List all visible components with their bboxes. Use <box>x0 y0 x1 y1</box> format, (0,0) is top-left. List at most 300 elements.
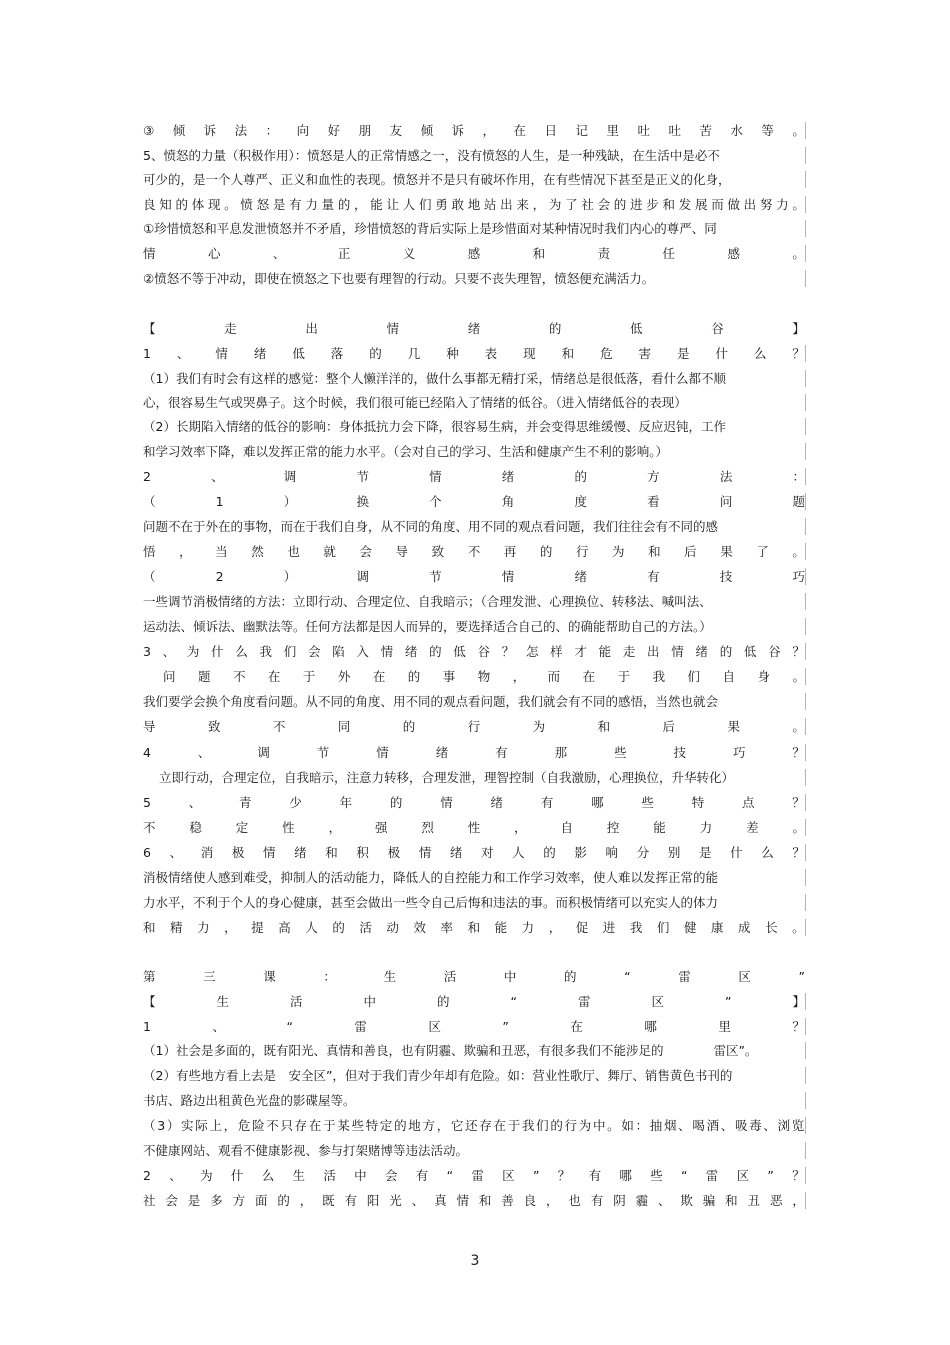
glyph: 了 <box>756 544 769 559</box>
glyph: 1 <box>215 494 224 509</box>
text-line: （1）我们有时会有这样的感觉：整个人懒洋洋的，做什么事都无精打采，情绪总是很低落，看什么都不顺 <box>143 370 806 387</box>
glyph: 行 <box>467 719 481 734</box>
glyph: 和 <box>143 920 156 935</box>
question-heading <box>143 643 806 660</box>
glyph: 哪 <box>619 1168 632 1183</box>
glyph: 情 <box>263 845 276 860</box>
glyph: 的 <box>407 669 421 684</box>
glyph: ？ <box>792 346 805 361</box>
glyph: 4 <box>143 745 151 760</box>
glyph: 后 <box>662 719 676 734</box>
text-line: 5、愤怒的力量（积极作用）：愤怒是人的正常情感之一，没有愤怒的人生，是一种残缺，在生活中是必不 <box>143 147 806 164</box>
glyph: 发 <box>678 197 692 212</box>
glyph: 谷 <box>477 644 491 659</box>
glyph: 法 <box>719 469 733 484</box>
glyph: 雷 <box>678 969 691 984</box>
glyph: “ <box>286 1019 293 1034</box>
glyph: 当 <box>215 544 228 559</box>
glyph: 那 <box>554 745 568 760</box>
glyph: 问 <box>163 669 176 684</box>
glyph: 问 <box>719 494 733 509</box>
text-line: （2）有些地方看上去是 安全区”，但对于我们青少年却有危险。如：营业性歌厅、舞厅、销售黄色书刊的 <box>143 1067 806 1084</box>
glyph: 毒 <box>749 1118 762 1133</box>
glyph: 低 <box>743 644 757 659</box>
glyph: 是 <box>677 346 690 361</box>
glyph: 再 <box>503 544 517 559</box>
glyph: ， <box>546 1193 559 1208</box>
glyph: 看 <box>647 494 660 509</box>
glyph: 恶 <box>769 1193 783 1208</box>
glyph: 抽 <box>649 1118 663 1133</box>
glyph: 它 <box>450 1118 464 1133</box>
glyph: 积 <box>356 845 369 860</box>
glyph: 区 <box>738 969 751 984</box>
glyph: 的 <box>548 321 562 336</box>
text-line <box>143 919 806 936</box>
glyph: 性 <box>467 820 481 835</box>
glyph: 于 <box>323 1118 336 1133</box>
glyph: 出 <box>305 321 318 336</box>
glyph: 会 <box>384 1168 398 1183</box>
glyph: 区 <box>502 1168 515 1183</box>
glyph: 节 <box>316 745 330 760</box>
glyph: 良 <box>523 1193 537 1208</box>
glyph: 动 <box>386 920 399 935</box>
glyph: 3 <box>143 644 151 659</box>
glyph: 方 <box>422 1118 436 1133</box>
glyph: 生 <box>383 969 397 984</box>
glyph: 丑 <box>747 1193 761 1208</box>
glyph: 体 <box>191 197 205 212</box>
glyph: 情 <box>380 644 394 659</box>
glyph: 控 <box>606 820 620 835</box>
glyph: 的 <box>429 644 442 659</box>
glyph: 绪 <box>695 644 708 659</box>
glyph: 生 <box>216 994 230 1009</box>
glyph: 事 <box>442 669 456 684</box>
glyph: 愤 <box>240 197 253 212</box>
glyph: 阴 <box>613 1193 626 1208</box>
glyph: 些 <box>351 1118 364 1133</box>
glyph: 的 <box>402 719 416 734</box>
glyph: 角 <box>501 494 515 509</box>
glyph: 感 <box>727 246 740 261</box>
glyph: ， <box>354 197 367 212</box>
glyph: 情 <box>418 845 432 860</box>
glyph: 吐 <box>637 123 650 138</box>
glyph: 敢 <box>451 197 464 212</box>
glyph: 、 <box>169 845 183 860</box>
glyph: ” <box>724 994 732 1009</box>
glyph: 外 <box>337 669 351 684</box>
glyph: 是 <box>272 197 286 212</box>
glyph: 际 <box>195 1118 208 1133</box>
glyph: 既 <box>322 1193 335 1208</box>
glyph: 能 <box>494 920 508 935</box>
glyph: 为 <box>186 644 200 659</box>
glyph: 成 <box>738 920 751 935</box>
glyph: 绪 <box>467 321 481 336</box>
glyph: 的 <box>369 346 382 361</box>
glyph: 我 <box>652 669 666 684</box>
glyph: 在 <box>267 669 281 684</box>
glyph: 在 <box>372 669 386 684</box>
glyph: 情 <box>671 644 684 659</box>
text-line <box>143 668 806 685</box>
glyph: 出 <box>647 644 660 659</box>
glyph: 有 <box>344 1193 358 1208</box>
glyph: 课 <box>263 969 276 984</box>
glyph: ” <box>502 1019 509 1034</box>
subheading <box>143 568 806 585</box>
glyph: （ <box>143 569 156 584</box>
glyph: 的 <box>389 795 403 810</box>
glyph: 我 <box>259 644 273 659</box>
glyph: 的 <box>563 969 577 984</box>
glyph: 低 <box>453 644 466 659</box>
glyph: 如 <box>621 1118 634 1133</box>
glyph: 绪 <box>574 569 587 584</box>
glyph: 绪 <box>490 795 504 810</box>
glyph: ？ <box>792 745 805 760</box>
glyph: 物 <box>477 669 491 684</box>
glyph: 行 <box>575 544 589 559</box>
glyph: 别 <box>667 845 681 860</box>
glyph: 骗 <box>702 1193 716 1208</box>
text-line <box>143 1117 806 1134</box>
glyph: 危 <box>600 346 613 361</box>
question-heading <box>143 844 806 861</box>
glyph: 致 <box>207 719 221 734</box>
glyph: 谷 <box>768 644 781 659</box>
glyph: 2 <box>143 469 151 484</box>
glyph: 人 <box>512 845 525 860</box>
glyph: 朋 <box>358 123 372 138</box>
glyph: 区 <box>736 1168 750 1183</box>
glyph: ， <box>223 1118 237 1133</box>
glyph: 存 <box>479 1118 492 1133</box>
glyph: 们 <box>656 920 670 935</box>
glyph: 绪 <box>435 745 449 760</box>
text-line: 书店、路边出租黄色光盘的影碟屋等。 <box>143 1092 806 1109</box>
glyph: 。 <box>607 1118 620 1133</box>
glyph: 良 <box>143 197 156 212</box>
glyph: 地 <box>408 1118 421 1133</box>
glyph: 3 <box>157 1118 166 1133</box>
glyph: 友 <box>389 123 403 138</box>
question-heading <box>143 744 806 761</box>
glyph: ： <box>323 969 336 984</box>
glyph: 活 <box>359 920 372 935</box>
glyph: 响 <box>605 845 619 860</box>
glyph: ： <box>635 1118 649 1133</box>
glyph: 做 <box>727 197 740 212</box>
glyph: ） <box>283 494 297 509</box>
glyph: 站 <box>483 197 497 212</box>
text-line: ①珍惜愤怒和平息发泄愤怒并不矛盾，珍惜愤怒的背后实际上是珍惜面对某种情况时我们内心的尊严、同 <box>143 220 806 237</box>
glyph: ， <box>328 820 342 835</box>
glyph: 有 <box>289 197 302 212</box>
section-heading <box>143 993 806 1010</box>
question-heading <box>143 468 806 485</box>
glyph: 陷 <box>332 644 345 659</box>
glyph: ） <box>166 1118 180 1133</box>
glyph: 题 <box>792 494 805 509</box>
glyph: 为 <box>548 197 562 212</box>
glyph: 能 <box>598 644 612 659</box>
glyph: 和 <box>648 544 661 559</box>
glyph: 极 <box>231 845 245 860</box>
glyph: ， <box>548 920 562 935</box>
glyph: 走 <box>224 321 237 336</box>
glyph: 影 <box>574 845 587 860</box>
glyph: 现 <box>207 197 221 212</box>
glyph: 也 <box>568 1193 581 1208</box>
glyph: 表 <box>484 346 498 361</box>
glyph: 题 <box>197 669 211 684</box>
glyph: 。 <box>792 246 805 261</box>
glyph: 欺 <box>680 1193 693 1208</box>
glyph: ？ <box>792 644 805 659</box>
text-line <box>143 196 806 213</box>
glyph: 实 <box>181 1118 194 1133</box>
glyph: ， <box>224 920 237 935</box>
glyph: 健 <box>683 920 697 935</box>
glyph: 点 <box>742 795 755 810</box>
glyph: 情 <box>376 745 389 760</box>
text-line <box>143 543 806 560</box>
glyph: 力 <box>197 920 210 935</box>
glyph: 现 <box>523 346 536 361</box>
glyph: 康 <box>710 920 724 935</box>
glyph: 们 <box>687 669 701 684</box>
glyph: 于 <box>617 669 631 684</box>
glyph: 么 <box>261 1168 275 1183</box>
glyph: 们 <box>536 1118 549 1133</box>
glyph: 雷 <box>354 1019 367 1034</box>
glyph: 记 <box>575 123 588 138</box>
glyph: 会 <box>165 1193 178 1208</box>
glyph: （ <box>143 1118 156 1133</box>
glyph: 的 <box>543 845 556 860</box>
glyph: 然 <box>251 544 264 559</box>
glyph: ： <box>792 469 805 484</box>
glyph: 果 <box>720 544 733 559</box>
glyph: 。 <box>792 820 805 835</box>
glyph: 雷 <box>577 994 591 1009</box>
glyph: ③ <box>143 123 155 138</box>
glyph: 巧 <box>792 569 805 584</box>
glyph: 善 <box>501 1193 514 1208</box>
glyph: 烟 <box>663 1118 677 1133</box>
glyph: 什 <box>211 644 224 659</box>
glyph: 向 <box>296 123 310 138</box>
glyph: 、 <box>197 745 211 760</box>
glyph: 什 <box>230 1168 244 1183</box>
glyph: 的 <box>437 994 450 1009</box>
glyph: ， <box>482 123 496 138</box>
glyph: 就 <box>323 544 336 559</box>
text-line: ②愤怒不等于冲动，即使在愤怒之下也要有理智的行动。只要不丧失理智，愤怒便充满活力。 <box>143 270 806 287</box>
glyph: 烈 <box>421 820 434 835</box>
glyph: 也 <box>287 544 300 559</box>
glyph: 自 <box>560 820 574 835</box>
subheading <box>143 493 806 510</box>
glyph: 不 <box>143 820 156 835</box>
glyph: 的 <box>394 1118 407 1133</box>
glyph: 不 <box>467 544 481 559</box>
glyph: ， <box>436 1118 450 1133</box>
glyph: 。 <box>792 544 805 559</box>
glyph: 落 <box>330 346 344 361</box>
glyph: ， <box>514 820 527 835</box>
glyph: “ <box>624 969 631 984</box>
glyph: 倾 <box>172 123 186 138</box>
glyph: ， <box>299 1193 313 1208</box>
glyph: 度 <box>574 494 587 509</box>
glyph: 些 <box>614 745 627 760</box>
glyph: 哪 <box>591 795 604 810</box>
glyph: 还 <box>465 1118 478 1133</box>
glyph: ？ <box>792 1168 805 1183</box>
glyph: 而 <box>711 197 724 212</box>
glyph: 导 <box>395 544 409 559</box>
glyph: ” <box>532 1168 540 1183</box>
glyph: 为 <box>578 1118 592 1133</box>
text-line <box>143 819 806 836</box>
glyph: 果 <box>727 719 740 734</box>
glyph: 性 <box>282 820 295 835</box>
glyph: 调 <box>356 569 369 584</box>
text-line: 立即行动，合理定位，自我暗示，注意力转移，合理发泄，理智控制（自我激励，心理换位，升华转化） <box>143 769 806 786</box>
glyph: 高 <box>278 920 291 935</box>
glyph: 中 <box>363 994 377 1009</box>
glyph: 和 <box>662 197 676 212</box>
glyph: 量 <box>321 197 335 212</box>
text-line <box>143 1192 806 1209</box>
question-heading <box>143 345 806 362</box>
glyph: 绪 <box>294 845 307 860</box>
glyph: 长 <box>765 920 778 935</box>
glyph: 特 <box>691 795 705 810</box>
glyph: 、 <box>272 246 286 261</box>
glyph: 出 <box>500 197 513 212</box>
glyph: 酒 <box>706 1118 720 1133</box>
glyph: 阳 <box>366 1193 380 1208</box>
glyph: 。 <box>792 920 805 935</box>
glyph: 活 <box>290 994 303 1009</box>
glyph: 强 <box>374 820 388 835</box>
glyph: 倾 <box>420 123 434 138</box>
glyph: 责 <box>597 246 611 261</box>
glyph: 会 <box>359 544 372 559</box>
glyph: 消 <box>200 845 214 860</box>
glyph: 。 <box>792 123 805 138</box>
glyph: 技 <box>719 569 733 584</box>
glyph: 方 <box>232 1193 246 1208</box>
text-line: 不健康网站、观看不健康影视、参与打架赌博等违法活动。 <box>143 1142 806 1159</box>
glyph: 喝 <box>692 1118 705 1133</box>
glyph: 在 <box>570 1019 583 1034</box>
glyph: 人 <box>305 920 318 935</box>
glyph: ： <box>265 123 279 138</box>
glyph: “ <box>510 994 517 1009</box>
text-line: （2）长期陷入情绪的低谷的影响：身体抵抗力会下降，很容易生病，并会变得思维缓慢、反应迟钝，工作 <box>143 418 806 435</box>
glyph: 悟 <box>143 544 156 559</box>
text-line: 消极情绪使人感到难受，抑制人的活动能力，降低人的自控能力和工作学习效率，使人难以发挥正常的能 <box>143 869 806 886</box>
glyph: 方 <box>647 469 660 484</box>
glyph: 极 <box>387 845 401 860</box>
lesson-title <box>143 968 805 985</box>
glyph: 能 <box>370 197 383 212</box>
glyph: 年 <box>339 795 353 810</box>
glyph: 谷 <box>711 321 724 336</box>
glyph: 的 <box>550 1118 563 1133</box>
glyph: 只 <box>280 1118 293 1133</box>
glyph: 身 <box>757 669 770 684</box>
glyph: ？ <box>792 845 805 860</box>
glyph: 、 <box>162 644 176 659</box>
glyph: 的 <box>175 197 188 212</box>
glyph: 、 <box>212 1019 225 1034</box>
glyph: 节 <box>356 469 369 484</box>
glyph: 进 <box>630 197 643 212</box>
glyph: （ <box>143 494 156 509</box>
glyph: 会 <box>307 644 321 659</box>
glyph: 情 <box>501 569 515 584</box>
glyph: 危 <box>237 1118 251 1133</box>
glyph: 2 <box>143 1168 151 1183</box>
glyph: 勇 <box>435 197 448 212</box>
glyph: 调 <box>283 469 297 484</box>
glyph: 、 <box>188 795 202 810</box>
glyph: 吸 <box>734 1118 748 1133</box>
glyph: 些 <box>650 1168 663 1183</box>
glyph: ？ <box>792 1019 805 1034</box>
glyph: 存 <box>294 1118 308 1133</box>
glyph: ， <box>792 1193 805 1208</box>
glyph: 我 <box>521 1118 535 1133</box>
glyph: 、 <box>678 1118 691 1133</box>
glyph: 法 <box>234 123 248 138</box>
glyph: 和 <box>532 246 546 261</box>
glyph: “ <box>681 1168 688 1183</box>
glyph: 诉 <box>203 123 217 138</box>
glyph: 正 <box>337 246 351 261</box>
glyph: 有 <box>540 795 554 810</box>
glyph: 义 <box>402 246 416 261</box>
glyph: ？ <box>792 795 805 810</box>
text-line: （1）社会是多面的，既有阳光、真情和善良，也有阴霾、欺骗和丑恶，有很多我们不能涉足的 雷区”。 <box>143 1042 806 1059</box>
glyph: 霾 <box>635 1193 649 1208</box>
glyph: 步 <box>646 197 659 212</box>
glyph: 特 <box>365 1118 379 1133</box>
glyph: 社 <box>143 1193 156 1208</box>
glyph: 调 <box>257 745 270 760</box>
glyph: 第 <box>143 969 156 984</box>
glyph: 有 <box>590 1193 604 1208</box>
glyph: 走 <box>622 644 636 659</box>
glyph: 中 <box>503 969 517 984</box>
text-line: 心，很容易生气或哭鼻子。这个时候，我们很可能已经陷入了情绪的低谷。（进入情绪低谷的表现） <box>143 394 806 411</box>
question-heading <box>143 794 806 811</box>
glyph: 情 <box>386 321 400 336</box>
glyph: 和 <box>561 346 575 361</box>
glyph: 为 <box>532 719 546 734</box>
glyph: 致 <box>431 544 445 559</box>
glyph: 们 <box>418 197 432 212</box>
glyph: 能 <box>653 820 666 835</box>
